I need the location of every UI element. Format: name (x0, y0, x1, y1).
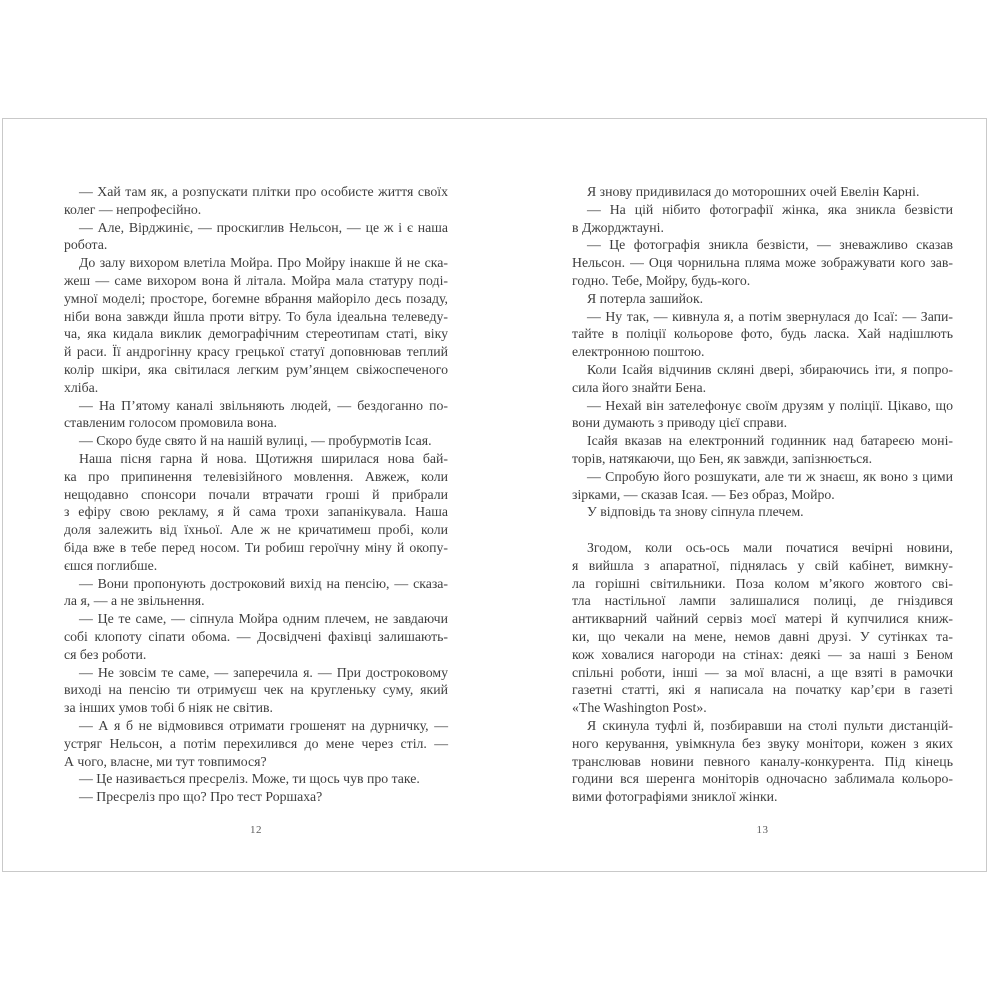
text-line: — Спробую його розшукати, але ти ж знаєш, як воно з цими (587, 468, 953, 484)
text-line: — Це називається пресреліз. Може, ти щось чув про таке. (79, 771, 420, 787)
text-line: Коли Ісайя відчинив скляні двері, збираючись іти, я попро- (587, 361, 953, 377)
text-line: — Нехай він зателефонує своїм друзям у поліції. Цікаво, що (587, 397, 953, 413)
text-line: вими фотографіями зниклої жінки. (572, 789, 778, 805)
text-line: з ефіру свою рекламу, я й сама трохи запанікувала. Наша (64, 504, 448, 520)
text-line: — Хай там як, а розпускати плітки про особисте життя своїх (79, 184, 448, 199)
text-line: колег — непрофесійно. (64, 201, 202, 217)
text-line: електронною поштою. (572, 344, 705, 360)
text-line: ла я, — а не звільнення. (64, 593, 205, 609)
text-line: кож ховалися нагороди на стінах: деякі — за наші з Беном (572, 646, 953, 662)
text-line: — На П’ятому каналі звільняють людей, — бездоганно по- (79, 397, 448, 413)
text-line: ка про припинення телевізійного мовлення. Авжеж, коли (64, 468, 448, 484)
text-line: ніби вона завжди йшла проти вітру. То була ідеальна телеведу- (64, 308, 448, 324)
text-line: «The Washington Post». (572, 700, 707, 716)
text-line: доля залежить від їхньої. Але ж не кричатимеш пробі, коли (64, 522, 448, 538)
text-line: хліба. (64, 379, 99, 395)
text-line: зірками, — сказав Ісая. — Без образ, Мойро. (572, 486, 835, 502)
text-line: торів, натякаючи, що Бен, як завжди, запізнюється. (572, 450, 873, 466)
text-line: нещодавно спонсори почали втрачати гроші й прибрали (64, 486, 448, 502)
text-line: До залу вихором влетіла Мойра. Про Мойру інакше й не ска- (79, 255, 448, 271)
book-spread (2, 118, 987, 872)
text-line: Згодом, коли ось-ось мали початися вечірні новини, (587, 539, 953, 555)
text-line: — Не зовсім те саме, — заперечила я. — При достроковому (79, 664, 448, 680)
text-line: єшся поглибше. (64, 557, 158, 573)
text-line: ча, яка кидала виклик демографічним стереотипам статі, віку (64, 326, 448, 342)
text-line: біда вже в тебе перед носом. Ти робиш героїчну міну й окопу- (64, 539, 448, 555)
text-line: — А я б не відмовився отримати грошенят на дурничку, — (79, 717, 448, 733)
text-line: У відповідь та знову сіпнула плечем. (587, 504, 804, 520)
text-line: колір шкіри, яка світилася легким рум’янцем свіжоспеченого (64, 361, 448, 377)
text-line: виході на пенсію ти отримуєш чек на кругленьку суму, який (64, 682, 448, 698)
text-line: спільні роботи, інші — за мої власні, а ще взяті в рамочки (572, 664, 953, 680)
text-line: — Це те саме, — сіпнула Мойра одним плечем, не завдаючи (79, 611, 448, 627)
text-line: й раси. Її андрогінну красу грецької статуї доповнював теплий (64, 344, 448, 360)
text-line: Ісайя вказав на електронний годинник над батареєю моні- (587, 433, 953, 449)
text-line: за інших умов тобі б ніяк не світив. (64, 700, 273, 716)
text-line: умної моделі; просторе, богемне вбрання майоріло десь позаду, (64, 290, 448, 306)
text-line: — Ну так, — кивнула я, а потім звернулася до Ісаї: — Запи- (587, 308, 953, 324)
text-line: А чого, власне, ми тут товпимося? (64, 753, 267, 769)
text-line: сила його знайти Бена. (572, 379, 707, 395)
text-line: — Але, Вірджиніє, — проскиглив Нельсон, — це ж і є наша (79, 219, 448, 235)
text-line: Я потерла зашийок. (587, 290, 704, 306)
text-line: годно. Тебе, Мойру, будь-кого. (572, 272, 751, 288)
text-line: — На цій нібито фотографії жінка, яка зникла безвісти (587, 201, 953, 217)
text-line: транслював новини певного каналу-конкурента. Під кінець (572, 753, 953, 769)
text-line: Я знову придивилася до моторошних очей Евелін Карні. (587, 184, 920, 199)
text-line: вони думають з приводу цієї справи. (572, 415, 788, 431)
text-line: години вся шеренга моніторів одночасно заблимала кольоро- (572, 771, 953, 787)
text-line: ставленим голосом промовила вона. (64, 415, 278, 431)
text-line: — Вони пропонують достроковий вихід на пенсію, — сказа- (79, 575, 448, 591)
text-line: я вийшла з апаратної, піднялась у свій кабінет, вимкну- (572, 557, 953, 573)
text-line: ла горішні світильники. Поза колом м’якого жовтого сві- (572, 575, 953, 591)
page-number-right: 13 (756, 824, 769, 836)
text-line: робота. (64, 237, 108, 253)
text-line: устряг Нельсон, а потім перехилився до мене через стіл. — (64, 735, 448, 751)
text-line: ного керування, увімкнула без звуку монітори, кожен з яких (572, 735, 953, 751)
paragraph-gap (572, 521, 953, 539)
text-line: антикварний чайний сервіз моєї матері й купчилися книж- (572, 611, 953, 627)
text-line: — Це фотографія зникла безвісти, — зневажливо сказав (587, 237, 953, 253)
text-line: Нельсон. — Оця чорнильна пляма може зображувати кого зав- (572, 255, 953, 271)
page-right-text (572, 183, 953, 806)
page-number-left: 12 (250, 824, 262, 836)
text-line: Я скинула туфлі й, позбиравши на столі пульти дистанцій- (587, 717, 953, 733)
text-line: газетні статті, які я написала на початку кар’єри в газеті (572, 682, 953, 698)
text-line: ки, що чекали на мене, немов давні друзі. У сутінках та- (572, 628, 953, 644)
text-line: тайте в поліції кольорове фото, будь ласка. Хай надішлють (572, 326, 953, 342)
text-line: Наша пісня гарна й нова. Щотижня ширилася нова бай- (79, 450, 448, 466)
page-left-text (64, 183, 448, 806)
text-line: тла настільної лампи залишалися полиці, де гніздився (572, 593, 953, 609)
text-line: в Джорджтауні. (572, 219, 664, 235)
text-line: собі клопоту сіпати обома. — Досвідчені фахівці залишають- (64, 628, 448, 644)
text-line: — Пресреліз про що? Про тест Роршаха? (79, 789, 323, 805)
text-line: жеш — саме вихором вона й літала. Мойра мала статуру поді- (64, 272, 448, 288)
text-line: ся без роботи. (64, 646, 147, 662)
text-line: — Скоро буде свято й на нашій вулиці, — пробурмотів Ісая. (79, 433, 432, 449)
